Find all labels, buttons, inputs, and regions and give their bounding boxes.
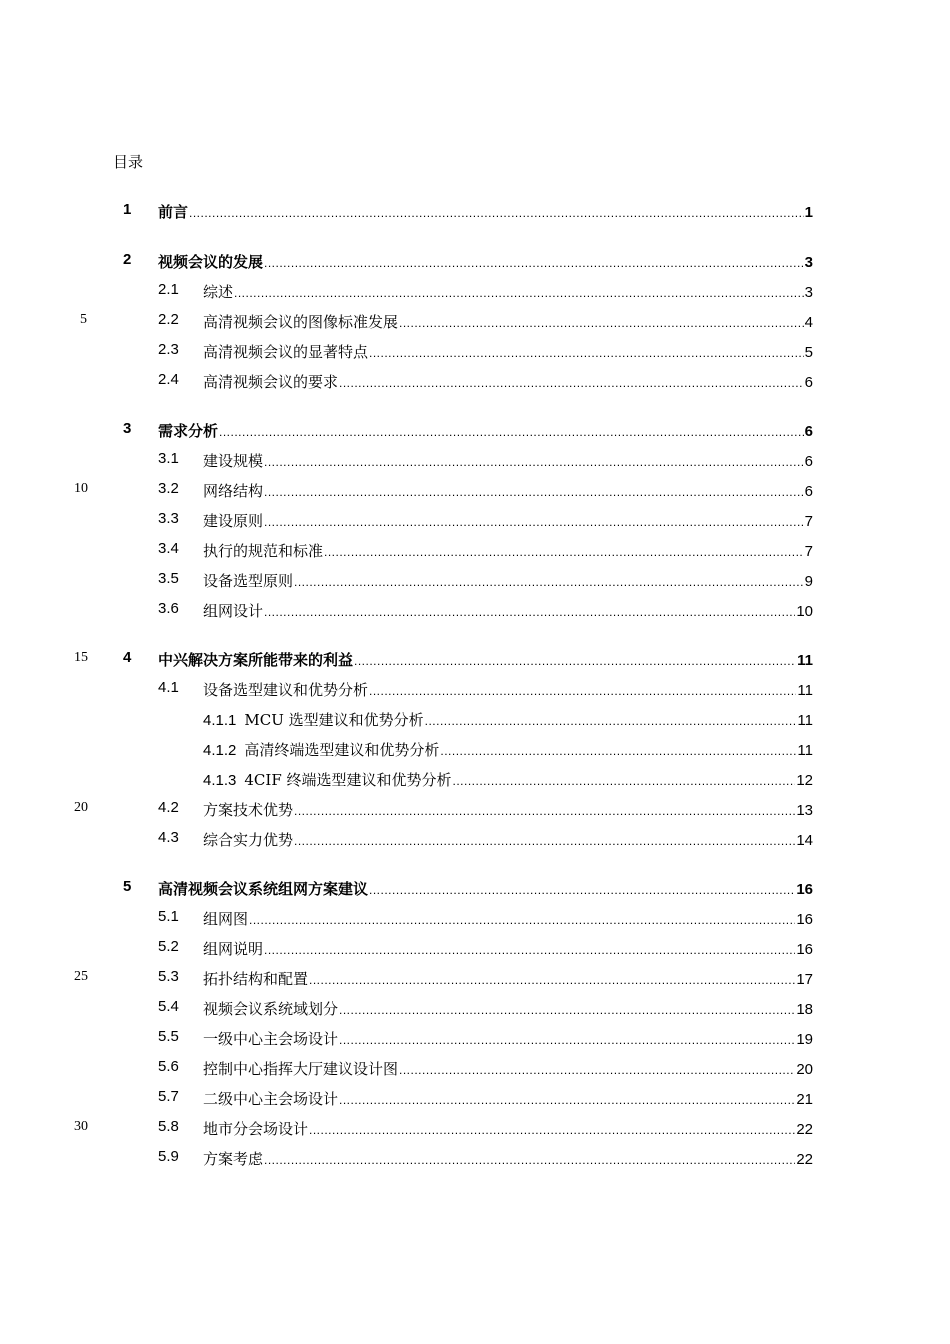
toc-entry-title: 高清视频会议的图像标准发展 — [203, 313, 399, 331]
toc-entry-page: 16 — [796, 911, 813, 928]
leader-dots — [234, 286, 804, 300]
toc-entry-page: 19 — [796, 1031, 813, 1048]
toc-entry-title: 4CIF 终端选型建议和优势分析 — [244, 771, 452, 789]
toc-entry-number: 4.1.3 — [203, 772, 237, 789]
line-number: 20 — [74, 800, 88, 815]
leader-dots — [369, 684, 796, 698]
toc-entry-title: 前言 — [158, 203, 189, 221]
toc-entry-number: 5.8 — [158, 1118, 179, 1135]
toc-entry-page: 9 — [804, 573, 813, 590]
leader-dots — [339, 1093, 795, 1107]
toc-entry-page: 18 — [796, 1001, 813, 1018]
toc-entry-page: 3 — [804, 284, 813, 301]
leader-dots — [294, 804, 795, 818]
toc-entry-title: 设备选型原则 — [203, 572, 294, 590]
toc-entry-number: 5.7 — [158, 1088, 179, 1105]
toc-entry-title: MCU 选型建议和优势分析 — [244, 711, 424, 729]
leader-dots — [264, 455, 804, 469]
leader-dots — [425, 714, 797, 728]
toc-entry-number: 2.1 — [158, 281, 179, 298]
toc-entry-page: 6 — [804, 453, 813, 470]
toc-entry-number: 5.9 — [158, 1148, 179, 1165]
toc-entry-number: 5.5 — [158, 1028, 179, 1045]
toc-entry-page: 16 — [796, 941, 813, 958]
toc-entry-title: 组网说明 — [203, 940, 264, 958]
leader-dots — [264, 605, 795, 619]
toc-entry-number: 5.3 — [158, 968, 179, 985]
toc-entry-page: 7 — [804, 513, 813, 530]
leader-dots — [309, 1123, 795, 1137]
toc-entry-page: 14 — [796, 832, 813, 849]
toc-entry-title: 需求分析 — [158, 422, 219, 440]
toc-entry-title: 一级中心主会场设计 — [203, 1030, 339, 1048]
toc-entry-title: 设备选型建议和优势分析 — [203, 681, 369, 699]
toc-entry-number: 5.2 — [158, 938, 179, 955]
toc-entry-page: 3 — [804, 254, 813, 271]
leader-dots — [324, 545, 804, 559]
line-number: 10 — [74, 481, 88, 496]
toc-entry-number: 5.1 — [158, 908, 179, 925]
toc-entry-page: 11 — [797, 742, 813, 759]
leader-dots — [339, 1033, 795, 1047]
leader-dots — [309, 973, 795, 987]
toc-entry-title: 中兴解决方案所能带来的利益 — [158, 651, 354, 669]
toc-entry-number: 1 — [123, 201, 132, 218]
toc-entry-page: 11 — [797, 652, 813, 669]
toc-entry-title: 高清视频会议系统组网方案建议 — [158, 880, 369, 898]
toc-entry-number: 4 — [123, 649, 132, 666]
toc-entry-page: 5 — [804, 344, 813, 361]
toc-entry-number: 2.3 — [158, 341, 179, 358]
toc-entry-page: 20 — [796, 1061, 813, 1078]
toc-entry-number: 4.2 — [158, 799, 179, 816]
toc-entry-title: 高清终端选型建议和优势分析 — [244, 741, 440, 759]
leader-dots — [249, 913, 795, 927]
toc-entry-number: 4.1.1 — [203, 712, 237, 729]
leader-dots — [369, 883, 795, 897]
leader-dots — [219, 425, 804, 439]
toc-entry-title: 网络结构 — [203, 482, 264, 500]
toc-entry-title: 拓扑结构和配置 — [203, 970, 309, 988]
toc-entry-number: 3 — [123, 420, 132, 437]
line-number: 30 — [74, 1119, 88, 1134]
toc-entry-number: 3.5 — [158, 570, 179, 587]
toc-entry-number: 5 — [123, 878, 132, 895]
toc-entry-title: 控制中心指挥大厅建议设计图 — [203, 1060, 399, 1078]
toc-entry-number: 3.4 — [158, 540, 179, 557]
toc-entry-number: 5.4 — [158, 998, 179, 1015]
line-number: 5 — [80, 312, 87, 327]
toc-entry-number: 2 — [123, 251, 132, 268]
leader-dots — [264, 943, 795, 957]
leader-dots — [264, 515, 804, 529]
toc-entry-title: 高清视频会议的显著特点 — [203, 343, 369, 361]
toc-entry-page: 11 — [797, 712, 813, 729]
toc-entry-page: 17 — [796, 971, 813, 988]
line-number: 25 — [74, 969, 88, 984]
toc-entry-page: 16 — [796, 881, 813, 898]
leader-dots — [264, 1153, 795, 1167]
toc-entry-number: 4.3 — [158, 829, 179, 846]
toc-entry-page: 13 — [796, 802, 813, 819]
leader-dots — [294, 834, 795, 848]
leader-dots — [339, 1003, 795, 1017]
line-number: 15 — [74, 650, 88, 665]
toc-entry-number: 4.1.2 — [203, 742, 237, 759]
leader-dots — [399, 1063, 795, 1077]
toc-entry-page: 6 — [804, 374, 813, 391]
toc-entry-title: 视频会议系统域划分 — [203, 1000, 339, 1018]
leader-dots — [264, 256, 804, 270]
toc-entry-title: 方案考虑 — [203, 1150, 264, 1168]
toc-entry-number: 3.6 — [158, 600, 179, 617]
toc-entry-number: 3.1 — [158, 450, 179, 467]
toc-entry-page: 6 — [804, 483, 813, 500]
toc-entry-title: 组网图 — [203, 910, 249, 928]
toc-entry-page: 7 — [804, 543, 813, 560]
leader-dots — [294, 575, 804, 589]
toc-entry-page: 22 — [796, 1151, 813, 1168]
toc-entry-number: 4.1 — [158, 679, 179, 696]
toc-entry-number: 2.2 — [158, 311, 179, 328]
toc-entry-page: 4 — [804, 314, 813, 331]
toc-entry-page: 22 — [796, 1121, 813, 1138]
toc-entry-page: 10 — [796, 603, 813, 620]
toc-title: 目录 — [113, 153, 144, 171]
toc-entry-title: 高清视频会议的要求 — [203, 373, 339, 391]
leader-dots — [369, 346, 804, 360]
leader-dots — [453, 774, 796, 788]
toc-entry-title: 建设规模 — [203, 452, 264, 470]
toc-entry-title: 综述 — [203, 283, 234, 301]
toc-entry-title: 方案技术优势 — [203, 801, 294, 819]
leader-dots — [339, 376, 804, 390]
toc-entry-number: 5.6 — [158, 1058, 179, 1075]
toc-entry-page: 11 — [797, 682, 813, 699]
leader-dots — [189, 206, 804, 220]
toc-entry-title: 综合实力优势 — [203, 831, 294, 849]
toc-entry-title: 执行的规范和标准 — [203, 542, 324, 560]
toc-entry-title: 二级中心主会场设计 — [203, 1090, 339, 1108]
toc-entry-page: 6 — [804, 423, 813, 440]
toc-entry-title: 组网设计 — [203, 602, 264, 620]
leader-dots — [399, 316, 804, 330]
toc-entry-title: 视频会议的发展 — [158, 253, 264, 271]
leader-dots — [440, 744, 796, 758]
leader-dots — [264, 485, 804, 499]
toc-entry-number: 3.3 — [158, 510, 179, 527]
toc-entry-title: 建设原则 — [203, 512, 264, 530]
leader-dots — [354, 654, 796, 668]
toc-entry-page: 12 — [796, 772, 813, 789]
toc-entry-title: 地市分会场设计 — [203, 1120, 309, 1138]
toc-entry-page: 1 — [804, 204, 813, 221]
toc-entry-number: 2.4 — [158, 371, 179, 388]
toc-entry-page: 21 — [796, 1091, 813, 1108]
toc-entry-number: 3.2 — [158, 480, 179, 497]
